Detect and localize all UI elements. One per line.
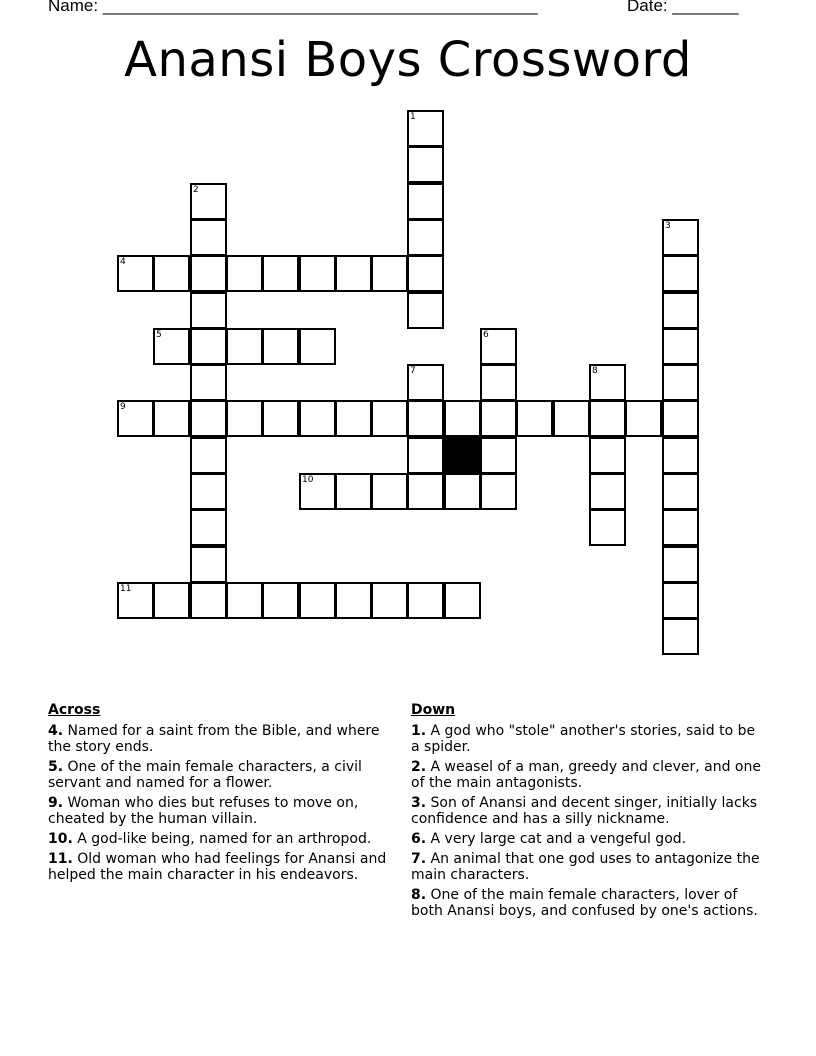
grid-cell[interactable]	[407, 437, 444, 474]
grid-cell[interactable]	[190, 292, 227, 329]
grid-cell[interactable]	[589, 509, 626, 546]
grid-cell[interactable]	[480, 473, 517, 510]
grid-cell[interactable]	[444, 582, 481, 619]
clue-number-label: 8	[592, 366, 598, 376]
clue-text: A weasel of a man, greedy and clever, and one of the main antagonists.	[411, 759, 761, 791]
grid-cell[interactable]	[262, 582, 299, 619]
clue-number-label: 11	[120, 584, 132, 594]
grid-cell[interactable]	[662, 328, 699, 365]
grid-cell[interactable]	[335, 400, 372, 437]
clue-number: 11.	[48, 851, 73, 867]
grid-cell[interactable]	[153, 328, 190, 365]
across-heading: Across	[48, 702, 101, 718]
clue-text: A god-like being, named for an arthropod.	[77, 831, 372, 847]
date-field-label: Date: _______	[627, 0, 739, 15]
grid-cell[interactable]	[190, 509, 227, 546]
grid-cell[interactable]	[407, 582, 444, 619]
grid-cell[interactable]	[589, 364, 626, 401]
grid-cell[interactable]	[662, 582, 699, 619]
grid-cell[interactable]	[444, 473, 481, 510]
clue-number-label: 3	[665, 221, 671, 231]
clue-down-1	[411, 723, 761, 755]
grid-cell[interactable]	[662, 255, 699, 292]
clue-across-11	[48, 851, 398, 883]
name-field-label: Name: ______________________________________________	[48, 0, 538, 15]
grid-cell[interactable]	[226, 255, 263, 292]
grid-cell[interactable]	[407, 473, 444, 510]
grid-cell[interactable]	[299, 473, 336, 510]
grid-cell[interactable]	[226, 582, 263, 619]
clue-number-label: 7	[410, 366, 416, 376]
clue-number: 7.	[411, 851, 427, 867]
grid-cell[interactable]	[190, 183, 227, 220]
grid-cell[interactable]	[262, 328, 299, 365]
grid-cell[interactable]	[190, 364, 227, 401]
grid-cell[interactable]	[299, 255, 336, 292]
grid-cell[interactable]	[662, 219, 699, 256]
clue-down-2	[411, 759, 761, 791]
grid-cell[interactable]	[662, 473, 699, 510]
grid-cell[interactable]	[190, 437, 227, 474]
clue-number: 5.	[48, 759, 64, 775]
grid-cell[interactable]	[335, 255, 372, 292]
grid-cell[interactable]	[516, 400, 553, 437]
clue-number-label: 9	[120, 402, 126, 412]
grid-cell[interactable]	[662, 400, 699, 437]
clue-text: Named for a saint from the Bible, and where the story ends.	[48, 723, 380, 755]
clue-text: A god who "stole" another's stories, said to be a spider.	[411, 723, 756, 755]
page-title: Anansi Boys Crossword	[124, 32, 692, 88]
grid-cell[interactable]	[153, 255, 190, 292]
grid-cell[interactable]	[153, 582, 190, 619]
clue-down-8	[411, 887, 761, 919]
grid-cell[interactable]	[190, 328, 227, 365]
clue-number: 10.	[48, 831, 73, 847]
clue-text: Woman who dies but refuses to move on, cheated by the human villain.	[48, 795, 359, 827]
clue-text: An animal that one god uses to antagonize the main characters.	[411, 851, 760, 883]
grid-cell[interactable]	[589, 437, 626, 474]
grid-cell[interactable]	[299, 582, 336, 619]
grid-cell[interactable]	[407, 219, 444, 256]
down-heading: Down	[411, 702, 456, 718]
grid-cell[interactable]	[625, 400, 662, 437]
clue-number: 3.	[411, 795, 427, 811]
grid-cell[interactable]	[480, 437, 517, 474]
grid-cell[interactable]	[190, 582, 227, 619]
grid-cell[interactable]	[662, 364, 699, 401]
grid-cell[interactable]	[589, 400, 626, 437]
grid-cell[interactable]	[335, 473, 372, 510]
grid-cell[interactable]	[407, 400, 444, 437]
down-clues	[411, 701, 761, 923]
grid-cell[interactable]	[407, 110, 444, 147]
clue-number-label: 10	[302, 475, 314, 485]
clue-text: Son of Anansi and decent singer, initially lacks confidence and has a silly nickname.	[411, 795, 758, 827]
clue-text: One of the main female characters, a civil servant and named for a flower.	[48, 759, 362, 791]
clue-number: 4.	[48, 723, 64, 739]
grid-cell[interactable]	[117, 255, 154, 292]
grid-cell[interactable]	[371, 582, 408, 619]
grid-cell[interactable]	[371, 400, 408, 437]
clue-down-3	[411, 795, 761, 827]
grid-cell[interactable]	[299, 400, 336, 437]
grid-cell[interactable]	[553, 400, 590, 437]
grid-cell[interactable]	[407, 183, 444, 220]
clue-text: One of the main female characters, lover of both Anansi boys, and confused by one's actions.	[411, 887, 758, 919]
clue-number-label: 1	[410, 112, 416, 122]
grid-cell[interactable]	[226, 328, 263, 365]
grid-cell[interactable]	[480, 400, 517, 437]
grid-cell[interactable]	[117, 582, 154, 619]
clue-text: Old woman who had feelings for Anansi and helped the main character in his endeavors.	[48, 851, 387, 883]
clue-down-7	[411, 851, 761, 883]
clue-number: 1.	[411, 723, 427, 739]
grid-cell[interactable]	[299, 328, 336, 365]
grid-cell[interactable]	[589, 473, 626, 510]
grid-cell[interactable]	[262, 400, 299, 437]
clue-number-label: 6	[483, 330, 489, 340]
grid-cell[interactable]	[407, 146, 444, 183]
clue-across-9	[48, 795, 398, 827]
grid-cell[interactable]	[262, 255, 299, 292]
grid-cell[interactable]	[662, 509, 699, 546]
clue-number-label: 5	[156, 330, 162, 340]
clue-number: 6.	[411, 831, 427, 847]
grid-cell[interactable]	[226, 400, 263, 437]
grid-cell[interactable]	[371, 255, 408, 292]
clue-across-10	[48, 831, 398, 847]
clue-across-4	[48, 723, 398, 755]
grid-cell[interactable]	[444, 400, 481, 437]
grid-block	[444, 437, 481, 474]
grid-cell[interactable]	[407, 364, 444, 401]
grid-cell[interactable]	[480, 364, 517, 401]
grid-cell[interactable]	[190, 400, 227, 437]
grid-cell[interactable]	[335, 582, 372, 619]
clue-number-label: 2	[193, 185, 199, 195]
grid-cell[interactable]	[662, 437, 699, 474]
grid-cell[interactable]	[190, 546, 227, 583]
grid-cell[interactable]	[480, 328, 517, 365]
clue-text: A very large cat and a vengeful god.	[430, 831, 687, 847]
clue-number: 8.	[411, 887, 427, 903]
grid-cell[interactable]	[407, 292, 444, 329]
grid-cell[interactable]	[190, 255, 227, 292]
clue-across-5	[48, 759, 398, 791]
grid-cell[interactable]	[153, 400, 190, 437]
grid-cell[interactable]	[190, 473, 227, 510]
grid-cell[interactable]	[662, 292, 699, 329]
grid-cell[interactable]	[117, 400, 154, 437]
grid-cell[interactable]	[662, 546, 699, 583]
grid-cell[interactable]	[190, 219, 227, 256]
clue-number: 9.	[48, 795, 64, 811]
clue-down-6	[411, 831, 761, 847]
clue-number-label: 4	[120, 257, 126, 267]
clue-number: 2.	[411, 759, 427, 775]
grid-cell[interactable]	[371, 473, 408, 510]
across-clues	[48, 701, 398, 887]
grid-cell[interactable]	[662, 618, 699, 655]
grid-cell[interactable]	[407, 255, 444, 292]
